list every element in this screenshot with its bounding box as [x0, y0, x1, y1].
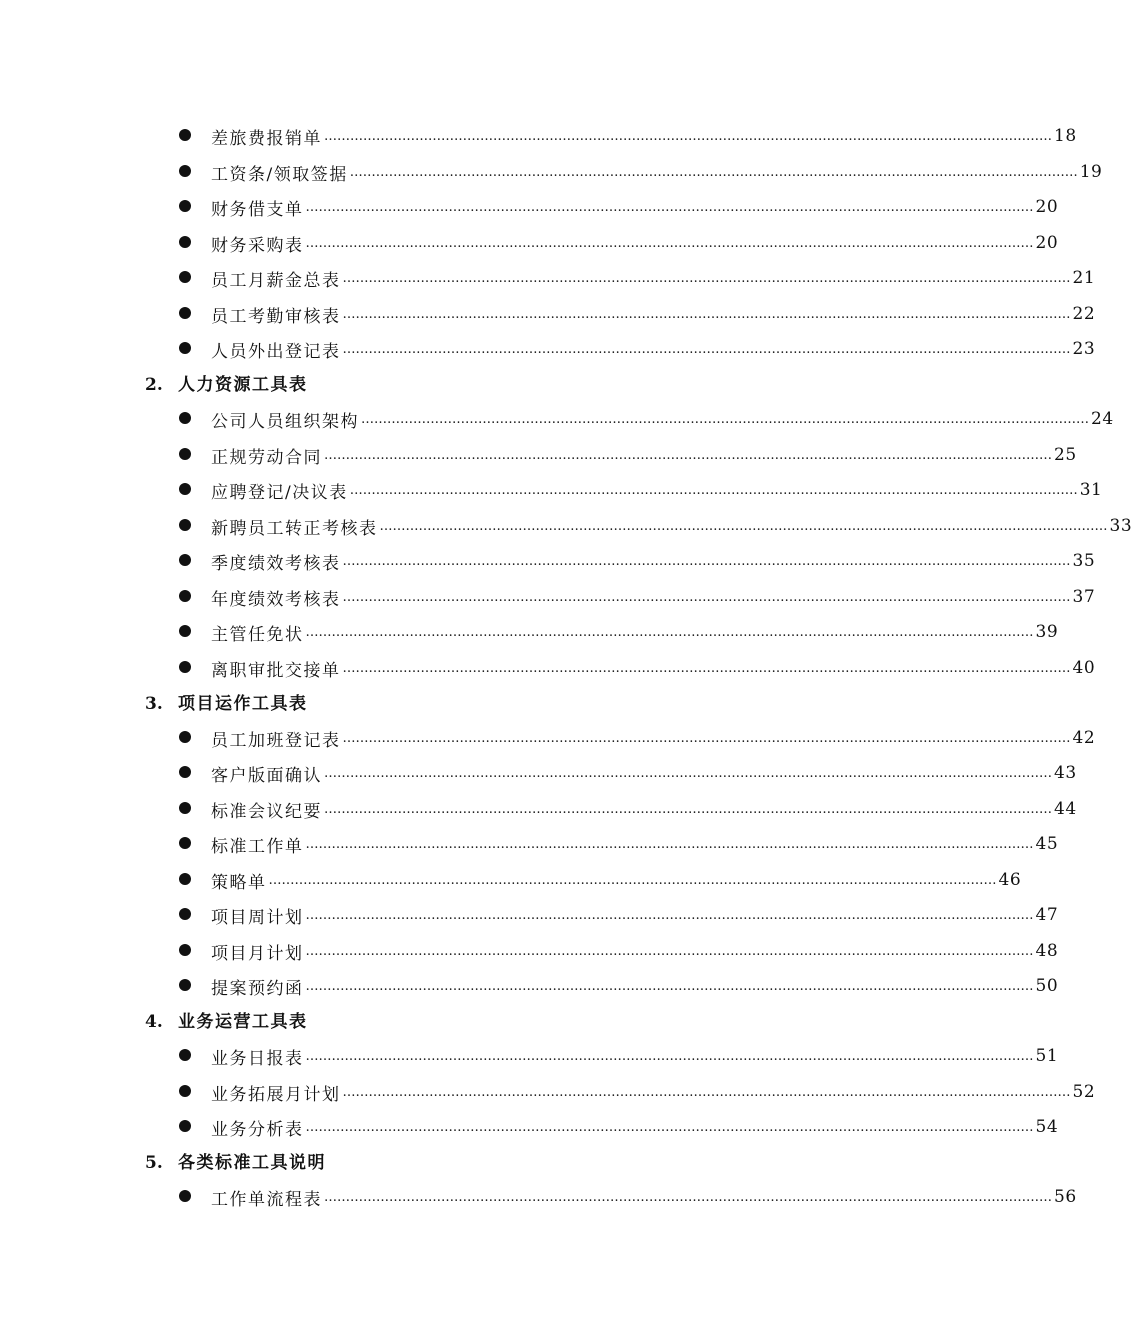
dot-leader: ……………………………………………………………………………………………………………………………………………………: [342, 270, 1071, 286]
page-number: 20: [1035, 233, 1059, 253]
page-number: 46: [998, 870, 1022, 890]
page-number: 43: [1054, 763, 1077, 783]
bullet-icon: [179, 944, 191, 956]
toc-entry[interactable]: [0, 157, 1103, 187]
page-number: 48: [1035, 941, 1059, 961]
toc-entry[interactable]: [0, 1182, 1077, 1212]
entry-title: 应聘登记/决议表: [211, 482, 348, 503]
dot-leader: ……………………………………………………………………………………………………………………………………………………: [268, 872, 997, 888]
entry-title: 项目月计划: [211, 943, 304, 964]
dot-leader: ……………………………………………………………………………………………………………………………………………………: [305, 907, 1034, 923]
bullet-icon: [179, 129, 191, 141]
bullet-icon: [179, 590, 191, 602]
toc-entry[interactable]: [0, 1112, 1059, 1142]
bullet-icon: [179, 1190, 191, 1202]
dot-leader: ……………………………………………………………………………………………………………………………………………………: [349, 164, 1078, 180]
toc-entry[interactable]: [0, 511, 1132, 541]
page-number: 44: [1054, 799, 1077, 819]
entry-title: 员工考勤审核表: [211, 306, 341, 327]
toc-entry[interactable]: [0, 971, 1059, 1001]
page-number: 56: [1054, 1187, 1077, 1207]
toc-entry[interactable]: [0, 865, 1022, 895]
entry-title: 业务分析表: [211, 1119, 304, 1140]
entry-title: 人员外出登记表: [211, 341, 341, 362]
bullet-icon: [179, 1085, 191, 1097]
entry-title: 正规劳动合同: [211, 447, 322, 468]
dot-leader: ……………………………………………………………………………………………………………………………………………………: [324, 765, 1052, 781]
page-number: 40: [1072, 658, 1096, 678]
entry-title: 业务日报表: [211, 1048, 304, 1069]
page-number: 52: [1072, 1082, 1096, 1102]
dot-leader: ……………………………………………………………………………………………………………………………………………………: [324, 447, 1052, 463]
dot-leader: ……………………………………………………………………………………………………………………………………………………: [342, 730, 1071, 746]
dot-leader: ……………………………………………………………………………………………………………………………………………………: [305, 1119, 1034, 1135]
toc-entry[interactable]: [0, 794, 1077, 824]
dot-leader: ……………………………………………………………………………………………………………………………………………………: [342, 660, 1071, 676]
toc-entry[interactable]: [0, 475, 1103, 505]
bullet-icon: [179, 837, 191, 849]
toc-entry[interactable]: [0, 263, 1096, 293]
dot-leader: ……………………………………………………………………………………………………………………………………………………: [305, 836, 1034, 852]
page-number: 39: [1035, 622, 1059, 642]
bullet-icon: [179, 1049, 191, 1061]
section-number: 3.: [145, 694, 163, 714]
entry-title: 财务借支单: [211, 199, 304, 220]
bullet-icon: [179, 802, 191, 814]
page-number: 18: [1054, 126, 1077, 146]
section-heading[interactable]: [0, 1148, 950, 1178]
bullet-icon: [179, 236, 191, 248]
entry-title: 年度绩效考核表: [211, 589, 341, 610]
page-number: 33: [1109, 516, 1132, 536]
entry-title: 员工月薪金总表: [211, 270, 341, 291]
dot-leader: ……………………………………………………………………………………………………………………………………………………: [305, 943, 1034, 959]
dot-leader: ……………………………………………………………………………………………………………………………………………………: [324, 1189, 1052, 1205]
page-number: 22: [1072, 304, 1096, 324]
toc-entry[interactable]: [0, 582, 1096, 612]
entry-title: 员工加班登记表: [211, 730, 341, 751]
page-number: 54: [1035, 1117, 1059, 1137]
bullet-icon: [179, 483, 191, 495]
dot-leader: ……………………………………………………………………………………………………………………………………………………: [342, 553, 1071, 569]
section-heading[interactable]: [0, 689, 950, 719]
page-number: 47: [1035, 905, 1059, 925]
dot-leader: ……………………………………………………………………………………………………………………………………………………: [342, 1084, 1071, 1100]
bullet-icon: [179, 271, 191, 283]
entry-title: 财务采购表: [211, 235, 304, 256]
toc-entry[interactable]: [0, 404, 1114, 434]
bullet-icon: [179, 165, 191, 177]
bullet-icon: [179, 908, 191, 920]
dot-leader: ……………………………………………………………………………………………………………………………………………………: [342, 306, 1071, 322]
toc-entry[interactable]: [0, 192, 1059, 222]
entry-title: 主管任免状: [211, 624, 304, 645]
section-number: 2.: [145, 375, 163, 395]
section-title: 项目运作工具表: [178, 694, 308, 714]
bullet-icon: [179, 554, 191, 566]
bullet-icon: [179, 625, 191, 637]
toc-entry[interactable]: [0, 617, 1059, 647]
toc-entry[interactable]: [0, 758, 1077, 788]
entry-title: 离职审批交接单: [211, 660, 341, 681]
section-heading[interactable]: [0, 1007, 950, 1037]
page-number: 24: [1091, 409, 1114, 429]
toc-entry[interactable]: [0, 299, 1096, 329]
bullet-icon: [179, 342, 191, 354]
toc-entry[interactable]: [0, 1041, 1059, 1071]
section-number: 4.: [145, 1012, 163, 1032]
entry-title: 提案预约函: [211, 978, 304, 999]
page-number: 31: [1079, 480, 1103, 500]
dot-leader: ……………………………………………………………………………………………………………………………………………………: [349, 482, 1078, 498]
toc-entry[interactable]: [0, 653, 1096, 683]
toc-entry[interactable]: [0, 936, 1059, 966]
section-heading[interactable]: [0, 370, 950, 400]
bullet-icon: [179, 519, 191, 531]
toc-entry[interactable]: [0, 829, 1059, 859]
dot-leader: ……………………………………………………………………………………………………………………………………………………: [324, 128, 1052, 144]
toc-entry[interactable]: [0, 440, 1077, 470]
dot-leader: ……………………………………………………………………………………………………………………………………………………: [342, 589, 1071, 605]
bullet-icon: [179, 731, 191, 743]
entry-title: 标准工作单: [211, 836, 304, 857]
bullet-icon: [179, 307, 191, 319]
toc-entry[interactable]: [0, 334, 1096, 364]
page-number: 25: [1054, 445, 1077, 465]
page-number: 23: [1072, 339, 1096, 359]
dot-leader: ……………………………………………………………………………………………………………………………………………………: [342, 341, 1071, 357]
page-number: 51: [1035, 1046, 1059, 1066]
entry-title: 公司人员组织架构: [211, 411, 359, 432]
page-number: 20: [1035, 197, 1059, 217]
dot-leader: ……………………………………………………………………………………………………………………………………………………: [305, 235, 1034, 251]
dot-leader: ……………………………………………………………………………………………………………………………………………………: [361, 411, 1089, 427]
bullet-icon: [179, 448, 191, 460]
entry-title: 工资条/领取签据: [211, 164, 348, 185]
page-number: 45: [1035, 834, 1059, 854]
bullet-icon: [179, 873, 191, 885]
toc-entry[interactable]: [0, 228, 1059, 258]
section-number: 5.: [145, 1153, 163, 1173]
dot-leader: ……………………………………………………………………………………………………………………………………………………: [305, 624, 1034, 640]
entry-title: 客户版面确认: [211, 765, 322, 786]
dot-leader: ……………………………………………………………………………………………………………………………………………………: [305, 1048, 1034, 1064]
page-number: 21: [1072, 268, 1096, 288]
bullet-icon: [179, 661, 191, 673]
dot-leader: ……………………………………………………………………………………………………………………………………………………: [324, 801, 1052, 817]
toc-entry[interactable]: [0, 723, 1096, 753]
entry-title: 业务拓展月计划: [211, 1084, 341, 1105]
page-number: 42: [1072, 728, 1096, 748]
page-number: 50: [1035, 976, 1059, 996]
toc-entry[interactable]: [0, 1077, 1096, 1107]
section-title: 各类标准工具说明: [178, 1153, 326, 1173]
dot-leader: ……………………………………………………………………………………………………………………………………………………: [305, 199, 1034, 215]
page-number: 35: [1072, 551, 1096, 571]
toc-entry[interactable]: [0, 546, 1096, 576]
bullet-icon: [179, 200, 191, 212]
toc-entry[interactable]: [0, 900, 1059, 930]
entry-title: 项目周计划: [211, 907, 304, 928]
bullet-icon: [179, 979, 191, 991]
entry-title: 差旅费报销单: [211, 128, 322, 149]
bullet-icon: [179, 1120, 191, 1132]
entry-title: 策略单: [211, 872, 267, 893]
section-title: 业务运营工具表: [178, 1012, 308, 1032]
dot-leader: ……………………………………………………………………………………………………………………………………………………: [305, 978, 1034, 994]
page-number: 19: [1079, 162, 1103, 182]
entry-title: 新聘员工转正考核表: [211, 518, 378, 539]
page-number: 37: [1072, 587, 1096, 607]
toc-entry[interactable]: [0, 121, 1077, 151]
bullet-icon: [179, 412, 191, 424]
entry-title: 标准会议纪要: [211, 801, 322, 822]
entry-title: 工作单流程表: [211, 1189, 322, 1210]
entry-title: 季度绩效考核表: [211, 553, 341, 574]
bullet-icon: [179, 766, 191, 778]
dot-leader: ……………………………………………………………………………………………………………………………………………………: [379, 518, 1108, 534]
section-title: 人力资源工具表: [178, 375, 308, 395]
